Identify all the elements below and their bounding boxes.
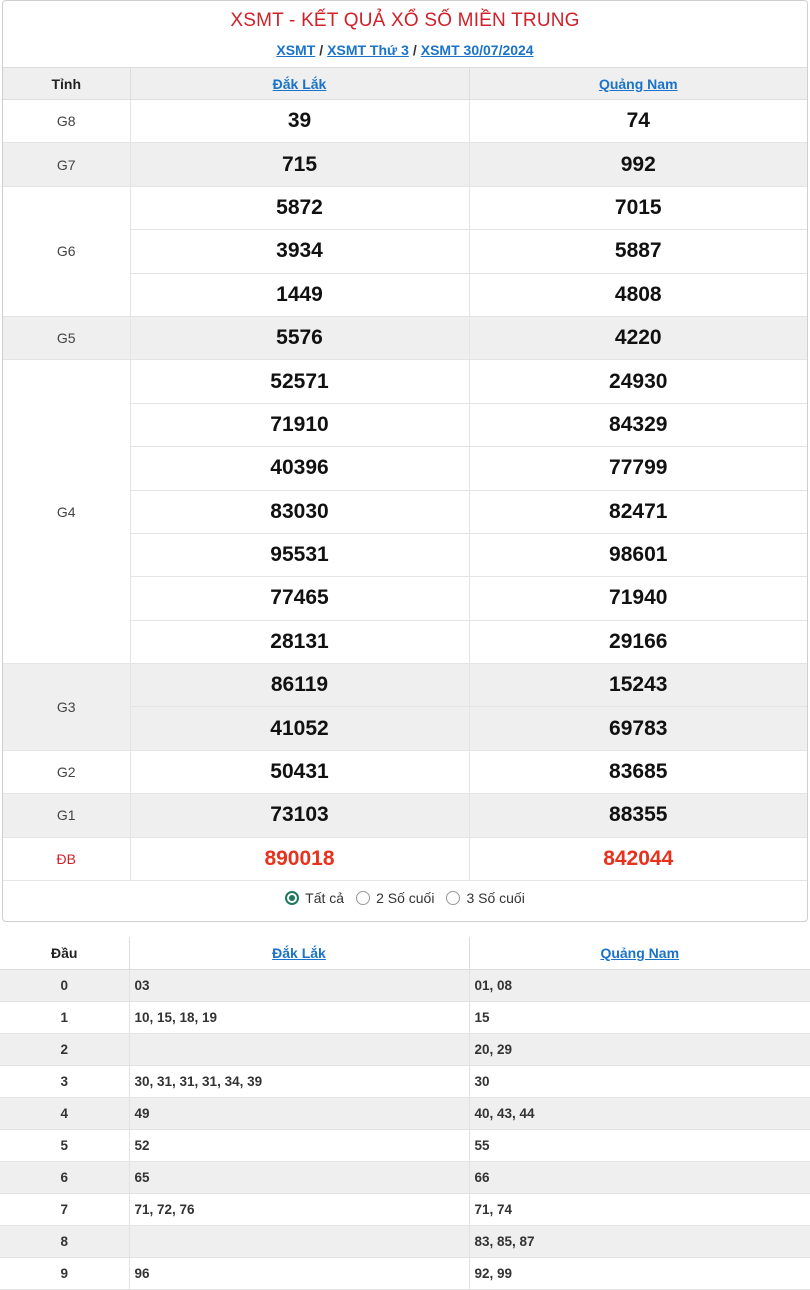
filter-option-0[interactable]: [285, 890, 344, 906]
column-header-province-1: [130, 68, 469, 100]
loto-row: [0, 1194, 810, 1226]
breadcrumb-xsmt[interactable]: XSMT: [276, 42, 316, 58]
prize-number: 890018: [130, 837, 469, 880]
prize-row: [3, 794, 807, 837]
prize-label: G5: [3, 316, 130, 359]
loto-province-link-2[interactable]: Quảng Nam: [600, 944, 680, 961]
breadcrumb-separator: /: [412, 42, 417, 58]
prize-number: 40396: [130, 447, 469, 490]
loto-values: 71, 72, 76: [129, 1194, 469, 1226]
radio-button-icon[interactable]: [446, 891, 460, 905]
prize-number: 74: [469, 100, 807, 143]
prize-number: 71910: [130, 403, 469, 446]
loto-head-digit: 7: [0, 1194, 129, 1226]
prize-row: [3, 143, 807, 186]
prize-number: 98601: [469, 533, 807, 576]
loto-head-digit: 1: [0, 1001, 129, 1033]
filter-option-2[interactable]: [446, 890, 524, 906]
prize-label: G1: [3, 794, 130, 837]
loto-values: 03: [129, 969, 469, 1001]
prize-label: G6: [3, 186, 130, 316]
breadcrumb-xsmt-thu3[interactable]: XSMT Thứ 3: [327, 42, 409, 58]
radio-button-icon[interactable]: [285, 891, 299, 905]
loto-head-digit: 8: [0, 1226, 129, 1258]
column-header-province-2: [469, 68, 807, 100]
prize-number: 1449: [130, 273, 469, 316]
filter-option-1[interactable]: [356, 890, 434, 906]
loto-values: 55: [469, 1129, 810, 1161]
breadcrumb-xsmt-date[interactable]: XSMT 30/07/2024: [420, 42, 534, 58]
loto-head-digit: 2: [0, 1033, 129, 1065]
loto-header-province-2: [469, 937, 810, 969]
prize-number: 992: [469, 143, 807, 186]
digit-filter: [3, 890, 807, 908]
prize-row: [3, 316, 807, 359]
loto-head-digit: 0: [0, 969, 129, 1001]
loto-row: [0, 1097, 810, 1129]
loto-head-digit: 6: [0, 1162, 129, 1194]
loto-values: 83, 85, 87: [469, 1226, 810, 1258]
prize-row: [3, 837, 807, 880]
loto-values: 40, 43, 44: [469, 1097, 810, 1129]
loto-values: 65: [129, 1162, 469, 1194]
prize-number: 3934: [130, 230, 469, 273]
prize-number: 29166: [469, 620, 807, 663]
loto-values: 49: [129, 1097, 469, 1129]
prize-number: 715: [130, 143, 469, 186]
loto-values: 66: [469, 1162, 810, 1194]
loto-values: 20, 29: [469, 1033, 810, 1065]
loto-table: [0, 937, 810, 1290]
prize-row: [3, 360, 807, 403]
loto-values: [129, 1033, 469, 1065]
prize-number: 5872: [130, 186, 469, 229]
prize-number: 82471: [469, 490, 807, 533]
loto-head-digit: 3: [0, 1065, 129, 1097]
loto-row: [0, 1162, 810, 1194]
breadcrumb: [3, 42, 807, 58]
loto-row: [0, 1226, 810, 1258]
loto-row: [0, 1129, 810, 1161]
prize-row: [3, 100, 807, 143]
loto-values: 96: [129, 1258, 469, 1290]
loto-values: [129, 1226, 469, 1258]
loto-row: [0, 1258, 810, 1290]
loto-values: 10, 15, 18, 19: [129, 1001, 469, 1033]
province-link-2[interactable]: Quảng Nam: [598, 75, 678, 92]
prize-number: 39: [130, 100, 469, 143]
loto-head-digit: 9: [0, 1258, 129, 1290]
loto-head-digit: 4: [0, 1097, 129, 1129]
prize-row: [3, 750, 807, 793]
prize-number: 28131: [130, 620, 469, 663]
prize-label: G3: [3, 664, 130, 751]
prize-number: 4808: [469, 273, 807, 316]
prize-number: 52571: [130, 360, 469, 403]
loto-values: 71, 74: [469, 1194, 810, 1226]
results-table: [3, 67, 807, 881]
prize-number: 83685: [469, 750, 807, 793]
prize-label: G4: [3, 360, 130, 664]
page-title: XSMT - KẾT QUẢ XỔ SỐ MIỀN TRUNG: [230, 10, 580, 31]
loto-values: 92, 99: [469, 1258, 810, 1290]
prize-number: 50431: [130, 750, 469, 793]
prize-number: 842044: [469, 837, 807, 880]
prize-row: [3, 186, 807, 229]
prize-number: 7015: [469, 186, 807, 229]
prize-number: 69783: [469, 707, 807, 750]
breadcrumb-separator: /: [319, 42, 324, 58]
loto-row: [0, 969, 810, 1001]
radio-button-icon[interactable]: [356, 891, 370, 905]
loto-row: [0, 1065, 810, 1097]
prize-number: 73103: [130, 794, 469, 837]
prize-label: G7: [3, 143, 130, 186]
loto-header-province-1: [129, 937, 469, 969]
loto-row: [0, 1033, 810, 1065]
prize-number: 71940: [469, 577, 807, 620]
prize-label: G8: [3, 100, 130, 143]
prize-number: 77799: [469, 447, 807, 490]
prize-number: 41052: [130, 707, 469, 750]
column-header-head-label: Đầu: [0, 937, 129, 969]
loto-values: 30: [469, 1065, 810, 1097]
prize-number: 95531: [130, 533, 469, 576]
prize-row: [3, 664, 807, 707]
loto-values: 01, 08: [469, 969, 810, 1001]
prize-number: 88355: [469, 794, 807, 837]
filter-option-label: 3 Số cuối: [466, 890, 525, 906]
column-header-province-label: Tỉnh: [3, 68, 130, 100]
prize-number: 15243: [469, 664, 807, 707]
prize-number: 4220: [469, 316, 807, 359]
results-panel: [2, 0, 808, 922]
loto-values: 30, 31, 31, 31, 34, 39: [129, 1065, 469, 1097]
prize-number: 24930: [469, 360, 807, 403]
prize-number: 5576: [130, 316, 469, 359]
prize-label: G2: [3, 750, 130, 793]
loto-row: [0, 1001, 810, 1033]
filter-option-label: 2 Số cuối: [376, 890, 435, 906]
loto-province-link-1[interactable]: Đắk Lắk: [272, 944, 326, 961]
prize-number: 83030: [130, 490, 469, 533]
prize-number: 5887: [469, 230, 807, 273]
province-link-1[interactable]: Đắk Lắk: [272, 75, 327, 92]
prize-number: 84329: [469, 403, 807, 446]
loto-values: 52: [129, 1129, 469, 1161]
loto-values: 15: [469, 1001, 810, 1033]
prize-number: 77465: [130, 577, 469, 620]
prize-number: 86119: [130, 664, 469, 707]
loto-head-digit: 5: [0, 1129, 129, 1161]
prize-label: ĐB: [3, 837, 130, 880]
filter-option-label: Tất cả: [305, 890, 345, 906]
